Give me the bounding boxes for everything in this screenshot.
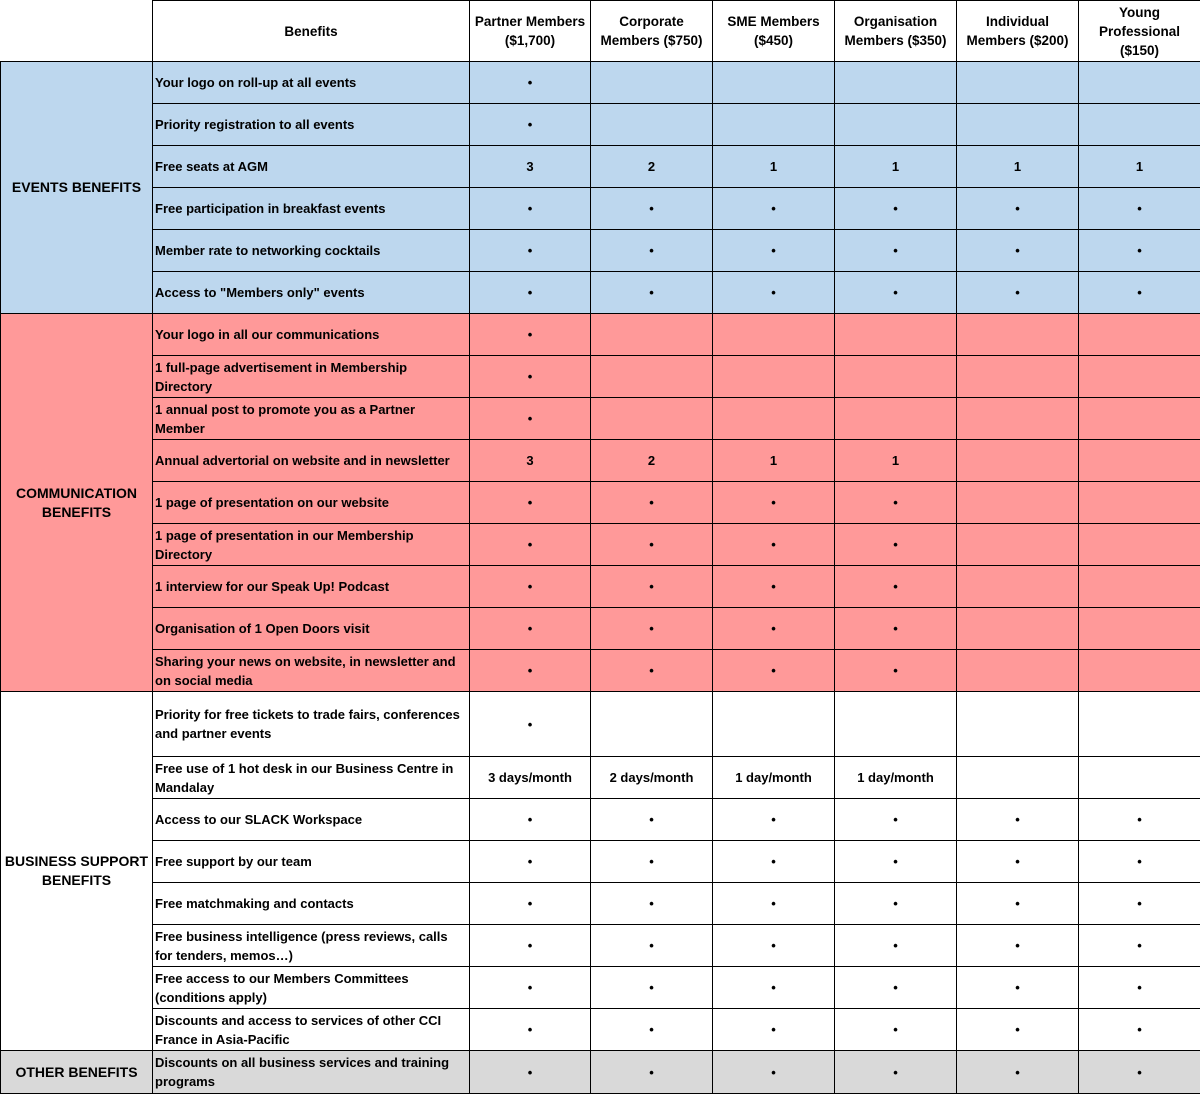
benefit-included-mark: •	[1079, 883, 1200, 925]
benefit-value	[957, 608, 1079, 650]
benefit-label: Free use of 1 hot desk in our Business Centre in Mandalay	[153, 757, 470, 799]
benefit-label: 1 page of presentation on our website	[153, 482, 470, 524]
benefit-included-mark: •	[957, 925, 1079, 967]
section-label: COMMUNICATION BENEFITS	[1, 314, 153, 692]
table-row	[1, 566, 1200, 608]
benefit-value: 1	[835, 440, 957, 482]
tier-header-organisation: Organisation Members ($350)	[835, 1, 957, 62]
benefit-included-mark: •	[713, 841, 835, 883]
benefit-included-mark: •	[470, 883, 591, 925]
benefit-included-mark: •	[470, 482, 591, 524]
table-row	[1, 272, 1200, 314]
table-row	[1, 314, 1200, 356]
benefit-value: 1	[835, 146, 957, 188]
benefit-included-mark: •	[470, 967, 591, 1009]
table-row	[1, 398, 1200, 440]
tier-header-young-professional: Young Professional ($150)	[1079, 1, 1200, 62]
benefit-included-mark: •	[713, 1009, 835, 1051]
benefit-included-mark: •	[713, 925, 835, 967]
benefit-value	[957, 314, 1079, 356]
table-row	[1, 524, 1200, 566]
benefit-included-mark: •	[835, 1009, 957, 1051]
benefit-label: 1 page of presentation in our Membership Directory	[153, 524, 470, 566]
header-row	[1, 1, 1200, 62]
benefit-included-mark: •	[1079, 1051, 1200, 1094]
benefit-included-mark: •	[835, 188, 957, 230]
benefit-label: Your logo on roll-up at all events	[153, 62, 470, 104]
benefit-included-mark: •	[713, 188, 835, 230]
benefit-value	[713, 314, 835, 356]
table-row	[1, 146, 1200, 188]
benefit-value	[1079, 757, 1200, 799]
benefit-included-mark: •	[957, 272, 1079, 314]
benefit-included-mark: •	[470, 398, 591, 440]
benefit-value	[957, 440, 1079, 482]
benefit-label: Sharing your news on website, in newsletter and on social media	[153, 650, 470, 692]
benefit-value: 2	[591, 440, 713, 482]
benefit-value	[713, 356, 835, 398]
table-row	[1, 692, 1200, 757]
benefit-value	[591, 692, 713, 757]
benefit-included-mark: •	[713, 608, 835, 650]
benefit-value	[1079, 482, 1200, 524]
benefit-value	[835, 314, 957, 356]
benefit-included-mark: •	[957, 967, 1079, 1009]
benefit-value	[1079, 440, 1200, 482]
benefit-included-mark: •	[591, 524, 713, 566]
benefit-value	[835, 356, 957, 398]
benefit-label: Your logo in all our communications	[153, 314, 470, 356]
tier-header-sme: SME Members ($450)	[713, 1, 835, 62]
table-row	[1, 757, 1200, 799]
benefit-included-mark: •	[835, 841, 957, 883]
benefit-included-mark: •	[591, 230, 713, 272]
table-row	[1, 62, 1200, 104]
benefit-value: 1	[713, 440, 835, 482]
benefit-value	[591, 398, 713, 440]
benefit-value	[957, 757, 1079, 799]
benefit-value	[713, 104, 835, 146]
header-corner	[1, 1, 153, 62]
benefit-value	[835, 62, 957, 104]
benefit-included-mark: •	[591, 482, 713, 524]
benefit-included-mark: •	[835, 608, 957, 650]
benefit-included-mark: •	[591, 799, 713, 841]
benefit-value	[1079, 566, 1200, 608]
benefit-included-mark: •	[835, 1051, 957, 1094]
benefit-value	[1079, 356, 1200, 398]
benefit-included-mark: •	[835, 566, 957, 608]
benefit-included-mark: •	[470, 841, 591, 883]
table-row	[1, 230, 1200, 272]
benefit-included-mark: •	[470, 188, 591, 230]
benefit-value	[957, 482, 1079, 524]
benefit-included-mark: •	[713, 230, 835, 272]
benefit-included-mark: •	[470, 230, 591, 272]
benefit-value	[957, 398, 1079, 440]
benefit-label: Free participation in breakfast events	[153, 188, 470, 230]
benefit-value	[713, 398, 835, 440]
benefit-value	[1079, 398, 1200, 440]
benefit-label: Discounts and access to services of other CCI France in Asia-Pacific	[153, 1009, 470, 1051]
table-row	[1, 841, 1200, 883]
benefit-label: Free matchmaking and contacts	[153, 883, 470, 925]
benefit-included-mark: •	[835, 524, 957, 566]
benefit-included-mark: •	[835, 883, 957, 925]
benefit-value	[591, 62, 713, 104]
benefit-included-mark: •	[835, 650, 957, 692]
benefit-included-mark: •	[1079, 230, 1200, 272]
benefit-value: 1	[713, 146, 835, 188]
benefit-included-mark: •	[470, 925, 591, 967]
benefit-included-mark: •	[470, 566, 591, 608]
benefit-value	[957, 566, 1079, 608]
benefit-label: 1 annual post to promote you as a Partner Member	[153, 398, 470, 440]
benefit-value	[591, 104, 713, 146]
table-row	[1, 1051, 1200, 1094]
benefit-included-mark: •	[713, 524, 835, 566]
benefit-included-mark: •	[1079, 1009, 1200, 1051]
table-row	[1, 967, 1200, 1009]
benefit-included-mark: •	[835, 925, 957, 967]
section-label: BUSINESS SUPPORT BENEFITS	[1, 692, 153, 1051]
benefit-value	[713, 692, 835, 757]
benefit-included-mark: •	[957, 1009, 1079, 1051]
benefit-label: 1 interview for our Speak Up! Podcast	[153, 566, 470, 608]
benefit-included-mark: •	[591, 272, 713, 314]
benefit-value	[957, 692, 1079, 757]
benefit-included-mark: •	[1079, 967, 1200, 1009]
table-row	[1, 440, 1200, 482]
benefit-included-mark: •	[957, 799, 1079, 841]
benefit-value: 3 days/month	[470, 757, 591, 799]
section-label: EVENTS BENEFITS	[1, 62, 153, 314]
benefit-included-mark: •	[713, 650, 835, 692]
benefit-included-mark: •	[591, 883, 713, 925]
benefit-included-mark: •	[835, 230, 957, 272]
table-row	[1, 650, 1200, 692]
benefit-value: 1 day/month	[835, 757, 957, 799]
benefit-value	[957, 104, 1079, 146]
benefit-value	[713, 62, 835, 104]
section-label: OTHER BENEFITS	[1, 1051, 153, 1094]
benefit-label: Free support by our team	[153, 841, 470, 883]
benefit-included-mark: •	[713, 967, 835, 1009]
table-row	[1, 608, 1200, 650]
table-row	[1, 925, 1200, 967]
benefit-included-mark: •	[470, 524, 591, 566]
benefit-value: 1	[957, 146, 1079, 188]
benefit-value	[1079, 692, 1200, 757]
benefit-value	[591, 356, 713, 398]
benefit-included-mark: •	[957, 1051, 1079, 1094]
benefit-included-mark: •	[470, 62, 591, 104]
benefit-included-mark: •	[591, 608, 713, 650]
benefit-value	[835, 104, 957, 146]
tier-header-partner: Partner Members ($1,700)	[470, 1, 591, 62]
benefit-included-mark: •	[957, 883, 1079, 925]
benefit-included-mark: •	[957, 841, 1079, 883]
benefit-value	[1079, 62, 1200, 104]
benefit-label: Organisation of 1 Open Doors visit	[153, 608, 470, 650]
benefit-label: Free seats at AGM	[153, 146, 470, 188]
benefit-included-mark: •	[1079, 925, 1200, 967]
benefit-value	[1079, 104, 1200, 146]
table-row	[1, 482, 1200, 524]
benefit-included-mark: •	[470, 272, 591, 314]
benefit-included-mark: •	[470, 1051, 591, 1094]
benefit-included-mark: •	[591, 841, 713, 883]
benefit-included-mark: •	[591, 925, 713, 967]
benefit-value	[957, 524, 1079, 566]
benefit-included-mark: •	[591, 967, 713, 1009]
benefit-included-mark: •	[957, 230, 1079, 272]
tier-header-corporate: Corporate Members ($750)	[591, 1, 713, 62]
benefit-included-mark: •	[470, 356, 591, 398]
benefit-included-mark: •	[470, 799, 591, 841]
benefit-value: 1 day/month	[713, 757, 835, 799]
benefit-included-mark: •	[470, 692, 591, 757]
table-row	[1, 883, 1200, 925]
benefit-value	[957, 356, 1079, 398]
benefit-included-mark: •	[1079, 272, 1200, 314]
benefit-value: 1	[1079, 146, 1200, 188]
benefit-label: Member rate to networking cocktails	[153, 230, 470, 272]
benefit-included-mark: •	[835, 799, 957, 841]
benefit-included-mark: •	[713, 799, 835, 841]
benefit-included-mark: •	[713, 883, 835, 925]
benefit-included-mark: •	[591, 566, 713, 608]
benefit-included-mark: •	[835, 272, 957, 314]
benefit-included-mark: •	[591, 1051, 713, 1094]
benefit-label: Annual advertorial on website and in newsletter	[153, 440, 470, 482]
table-row	[1, 188, 1200, 230]
benefit-included-mark: •	[1079, 841, 1200, 883]
benefit-included-mark: •	[470, 104, 591, 146]
benefit-included-mark: •	[1079, 799, 1200, 841]
tier-header-individual: Individual Members ($200)	[957, 1, 1079, 62]
benefit-value	[1079, 650, 1200, 692]
benefit-label: 1 full-page advertisement in Membership Directory	[153, 356, 470, 398]
benefit-included-mark: •	[470, 1009, 591, 1051]
benefit-included-mark: •	[470, 650, 591, 692]
benefit-label: Access to our SLACK Workspace	[153, 799, 470, 841]
benefit-included-mark: •	[470, 314, 591, 356]
benefit-value	[1079, 524, 1200, 566]
benefit-included-mark: •	[835, 967, 957, 1009]
benefit-label: Access to "Members only" events	[153, 272, 470, 314]
table-row	[1, 799, 1200, 841]
table-row	[1, 104, 1200, 146]
benefits-column-header: Benefits	[153, 1, 470, 62]
benefit-included-mark: •	[713, 1051, 835, 1094]
benefit-value	[1079, 608, 1200, 650]
benefit-value	[957, 650, 1079, 692]
benefit-value	[957, 62, 1079, 104]
table-body	[1, 62, 1200, 1094]
benefit-label: Free access to our Members Committees (conditions apply)	[153, 967, 470, 1009]
benefit-value	[591, 314, 713, 356]
benefit-value: 3	[470, 146, 591, 188]
benefit-included-mark: •	[713, 566, 835, 608]
benefit-included-mark: •	[591, 188, 713, 230]
benefit-included-mark: •	[957, 188, 1079, 230]
benefit-label: Priority registration to all events	[153, 104, 470, 146]
benefit-included-mark: •	[713, 482, 835, 524]
benefit-value: 3	[470, 440, 591, 482]
benefit-value: 2	[591, 146, 713, 188]
benefit-label: Discounts on all business services and training programs	[153, 1051, 470, 1094]
table-row	[1, 1009, 1200, 1051]
table-row	[1, 356, 1200, 398]
benefit-value	[1079, 314, 1200, 356]
benefit-value	[835, 692, 957, 757]
benefit-included-mark: •	[591, 650, 713, 692]
benefit-included-mark: •	[713, 272, 835, 314]
benefit-included-mark: •	[470, 608, 591, 650]
benefit-included-mark: •	[591, 1009, 713, 1051]
benefit-label: Free business intelligence (press reviews, calls for tenders, memos…)	[153, 925, 470, 967]
benefit-value: 2 days/month	[591, 757, 713, 799]
benefit-label: Priority for free tickets to trade fairs, conferences and partner events	[153, 692, 470, 757]
benefit-included-mark: •	[835, 482, 957, 524]
benefit-included-mark: •	[1079, 188, 1200, 230]
benefit-value	[835, 398, 957, 440]
